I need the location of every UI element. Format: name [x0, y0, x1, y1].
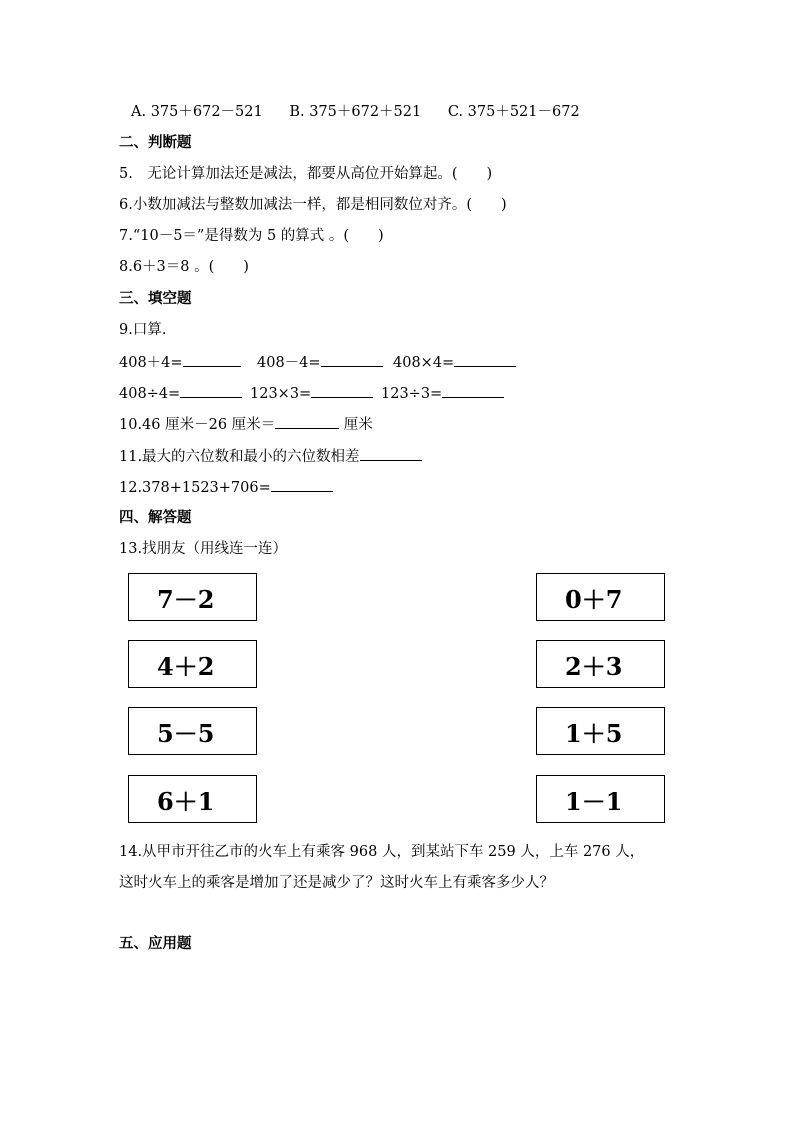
option-c: C. 375＋521－672 [447, 104, 580, 120]
match-box-left: 5－5 [128, 707, 257, 755]
question-11: 11.最大的六位数和最小的六位数相差 [119, 446, 422, 467]
match-box-left: 4＋2 [128, 640, 257, 688]
match-box-left: 7－2 [128, 573, 257, 621]
oral-calc-item: 408×4= [393, 352, 516, 373]
match-box-right: 0＋7 [536, 573, 665, 621]
choice-options [131, 102, 602, 122]
match-box-right: 1＋5 [536, 707, 665, 755]
oral-calc-item: 408÷4= [119, 383, 242, 404]
option-b: B. 375＋672＋521 [289, 104, 422, 120]
section-title-judgement: 二、判断题 [119, 135, 192, 151]
oral-calc-row-1 [119, 352, 539, 372]
question-14-line-2: 这时火车上的乘客是增加了还是减少了？这时火车上有乘客多少人？ [119, 875, 554, 891]
oral-calc-item: 408＋4= [119, 352, 241, 373]
question-5: 5. 无论计算加法还是减法，都要从高位开始算起。( ) [119, 166, 493, 182]
question-12: 12.378+1523+706= [119, 477, 333, 498]
section-title-answer: 四、解答题 [119, 510, 192, 526]
oral-calc-row-2 [119, 383, 539, 403]
question-7: 7.“10－5＝”是得数为 5 的算式 。( ) [119, 228, 384, 244]
oral-calc-item: 123÷3= [381, 383, 504, 404]
question-10: 10.46 厘米－26 厘米＝ 厘米 [119, 414, 373, 435]
oral-calc-item: 123×3= [250, 383, 373, 404]
match-box-right: 2＋3 [536, 640, 665, 688]
option-a: A. 375＋672－521 [131, 104, 263, 120]
section-title-fill-blank: 三、填空题 [119, 291, 192, 307]
match-box-right: 1－1 [536, 775, 665, 823]
question-8: 8.6＋3＝8 。( ) [119, 259, 249, 275]
oral-calc-item: 408－4= [257, 352, 383, 373]
question-14-line-1: 14.从甲市开往乙市的火车上有乘客 968 人，到某站下车 259 人，上车 276 人， [119, 844, 645, 860]
question-6: 6.小数加减法与整数加减法一样，都是相同数位对齐。( ) [119, 197, 507, 213]
match-box-left: 6＋1 [128, 775, 257, 823]
section-title-application: 五、应用题 [119, 936, 192, 952]
question-13: 13.找朋友（用线连一连） [119, 541, 288, 557]
question-9: 9.口算. [119, 322, 167, 338]
